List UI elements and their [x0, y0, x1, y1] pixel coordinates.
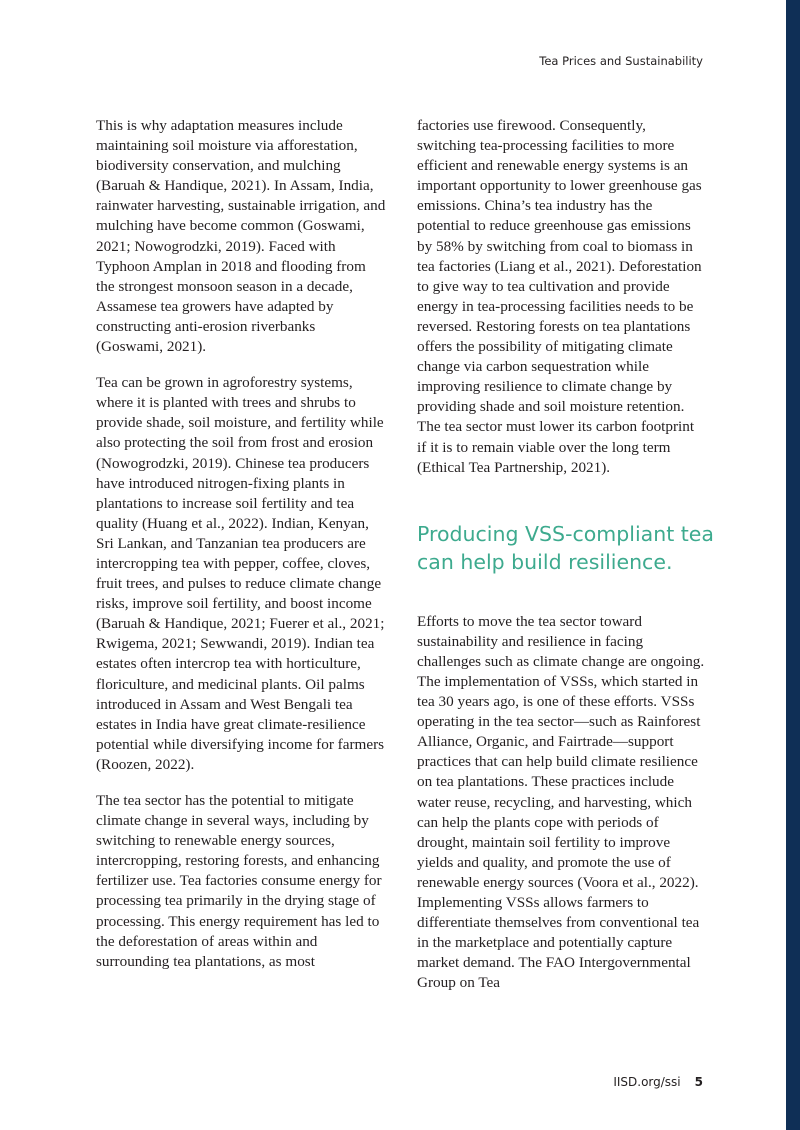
- body-paragraph: This is why adaptation measures include maintaining soil moisture via afforestation, biodiversity conservation, and mulching (Baruah & Handique, 2021). In Assam, India, rainwater harvesting, sustainable irrigation, and mulching have become common (Goswami, 2021; Nowogrodzki, 2019). Faced with Typhoon Amplan in 2018 and flooding from the strongest monsoon season in a decade, Assamese tea growers have adapted by constructing anti-erosion riverbanks (Goswami, 2021).: [96, 117, 386, 356]
- page-number: 5: [694, 1075, 703, 1089]
- footer-site-link[interactable]: IISD.org/ssi: [613, 1075, 681, 1089]
- page-footer: [613, 1075, 703, 1089]
- body-paragraph: Tea can be grown in agroforestry systems, where it is planted with trees and shrubs to provide shade, soil moisture, and fertility while also protecting the soil from frost and erosion (Nowogrodzki, 2019). Chinese tea producers have introduced nitrogen-fixing plants in plantations to increase soil fertility and tea quality (Huang et al., 2022). Indian, Kenyan, Sri Lankan, and Tanzanian tea producers are intercropping tea with pepper, coffee, cloves, fruit trees, and pulses to reduce climate change risks, improve soil fertility, and boost income (Baruah & Handique, 2021; Fuerer et al., 2021; Rwigema, 2021; Sewwandi, 2019). Indian tea estates often intercrop tea with horticulture, floriculture, and medicinal plants. Oil palms introduced in Assam and West Bengali tea estates in India have great climate-resilience potential while diversifying income for farmers (Roozen, 2022).: [96, 374, 385, 773]
- body-paragraph: factories use firewood. Consequently, switching tea-processing facilities to more efficient and renewable energy systems is an important opportunity to lower greenhouse gas emissions. China’s tea industry has the potential to reduce greenhouse gas emissions by 58% by switching from coal to biomass in tea factories (Liang et al., 2021). Deforestation to give way to tea cultivation and provide energy in tea-processing facilities needs to be reversed. Restoring forests on tea plantations offers the possibility of mitigating climate change via carbon sequestration while improving resilience to climate change by providing shade and soil moisture retention. The tea sector must lower its carbon footprint if it is to remain viable over the long term (Ethical Tea Partnership, 2021).: [417, 117, 702, 476]
- section-heading: Producing VSS-compliant tea can help build resilience.: [417, 521, 714, 574]
- left-column: [96, 116, 386, 972]
- body-paragraph: The tea sector has the potential to mitigate climate change in several ways, including by switching to renewable energy sources, intercropping, restoring forests, and enhancing fertilizer use. Tea factories consume energy for processing tea primarily in the drying stage of processing. This energy requirement has led to the deforestation of areas within and surrounding tea plantations, as most: [96, 792, 382, 970]
- running-header: Tea Prices and Sustainability: [539, 54, 703, 68]
- body-paragraph: Efforts to move the tea sector toward sustainability and resilience in facing challenges such as climate change are ongoing. The implementation of VSSs, which started in tea 30 years ago, is one of these efforts. VSSs operating in the tea sector—such as Rainforest Alliance, Organic, and Fairtrade—support practices that can help build climate resilience on tea plantations. These practices include water reuse, recycling, and harvesting, which can help the plants cope with periods of drought, maintain soil fertility to improve yields and quality, and promote the use of renewable energy sources (Voora et al., 2022). Implementing VSSs allows farmers to differentiate themselves from conventional tea in the marketplace and potentially capture market demand. The FAO Intergovernmental Group on Tea: [417, 612, 705, 992]
- right-column: [417, 116, 714, 993]
- page-edge-bar: [786, 0, 800, 1130]
